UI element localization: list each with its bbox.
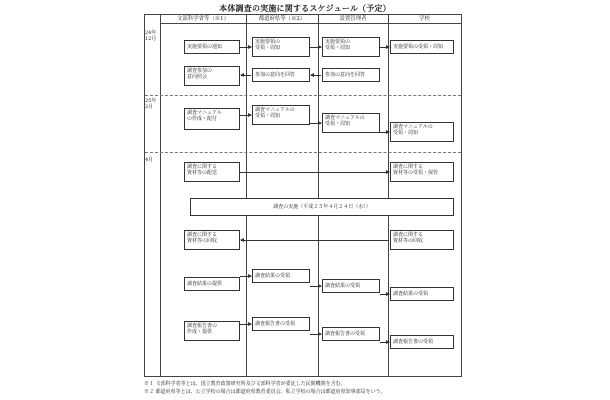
arrow-right	[240, 115, 251, 116]
arrow-right	[310, 334, 321, 335]
arrow-right	[380, 47, 389, 48]
arrow-right	[310, 47, 321, 48]
footnote-1: ※１ 文部科学省等とは、国立教育政策研究所及び文部科学省が委託した民間機関を含む。	[144, 381, 346, 387]
participation-answer-box: 参加の意向を回答	[252, 68, 310, 82]
arrow-right	[240, 47, 251, 48]
column-divider	[160, 14, 161, 377]
results-provision-box: 調査結果の提供	[184, 277, 240, 291]
guideline-receipt-box: 実施要領の 受領・周知	[322, 37, 380, 57]
guideline-receipt-box: 実施要領の受領・周知	[390, 40, 454, 54]
column-divider	[388, 14, 389, 377]
arrow-right	[310, 286, 321, 287]
date-label-2013-02: 25年 2月	[145, 98, 157, 110]
participation-inquiry-box: 調査参加の 意向照会	[184, 66, 240, 86]
results-receipt-box: 調査結果の受領	[252, 269, 310, 283]
arrow-left	[241, 240, 389, 241]
column-header-mext: 文部科学省等（※1）	[160, 14, 246, 24]
arrow-right	[380, 342, 389, 343]
arrow-right	[240, 324, 251, 325]
column-header-prefecture: 都道府県等（※2）	[246, 14, 318, 24]
materials-collection-box: 調査に関する 資材等の回収	[390, 230, 454, 250]
materials-storage-box: 調査に関する 資材等の受領・保管	[390, 162, 454, 182]
arrow-right	[240, 276, 251, 277]
manual-creation-box: 調査マニュアル の作成・配付	[184, 108, 240, 130]
guideline-notice-box: 実施要領の通知	[184, 40, 240, 54]
arrow-left	[241, 75, 251, 76]
report-receipt-box: 調査報告書の受領	[322, 327, 380, 341]
manual-receipt-box: 調査マニュアルの 受領・周知	[322, 113, 380, 133]
arrow-right	[380, 132, 389, 133]
guideline-receipt-box: 実施要領の 受領・周知	[252, 37, 310, 57]
date-label-april: 4月	[145, 157, 154, 163]
survey-implementation-box: 調査の実施（平成２５年４月２４日（水））	[190, 198, 454, 216]
materials-delivery-box: 調査に関する 資材等の配送	[184, 162, 240, 182]
arrow-right	[310, 123, 321, 124]
column-header-school: 学校	[388, 14, 461, 24]
report-creation-box: 調査報告書の 作成・提供	[184, 321, 240, 341]
timeline-separator	[145, 95, 461, 96]
footnote-2: ※２ 都道府県等とは、公立学校の場合は都道府県教育委員会、私立学校の場合は都道府県知事部局をいう。	[144, 389, 386, 395]
page-title: 本体調査の実施に関するスケジュール（予定）	[219, 3, 391, 13]
column-header-manager: 設置管理者	[318, 14, 388, 24]
column-divider	[318, 14, 319, 377]
report-receipt-box: 調査報告書の受領	[390, 335, 454, 349]
arrow-right	[380, 294, 389, 295]
date-label-2012-12: 24年 12月	[145, 30, 157, 42]
column-divider	[246, 14, 247, 377]
report-receipt-box: 調査報告書の受領	[252, 317, 310, 331]
results-receipt-box: 調査結果の受領	[390, 287, 454, 301]
arrow-right	[240, 172, 389, 173]
timeline-separator	[145, 152, 461, 153]
arrow-left	[311, 75, 321, 76]
materials-collection-box: 調査に関する 資材等の回収	[184, 230, 240, 250]
results-receipt-box: 調査結果の受領	[322, 279, 380, 293]
manual-receipt-box: 調査マニュアルの 受領・周知	[252, 105, 310, 125]
manual-receipt-box: 調査マニュアルの 受領・周知	[390, 122, 454, 142]
participation-answer-box: 参加の意向を回答	[322, 68, 380, 82]
